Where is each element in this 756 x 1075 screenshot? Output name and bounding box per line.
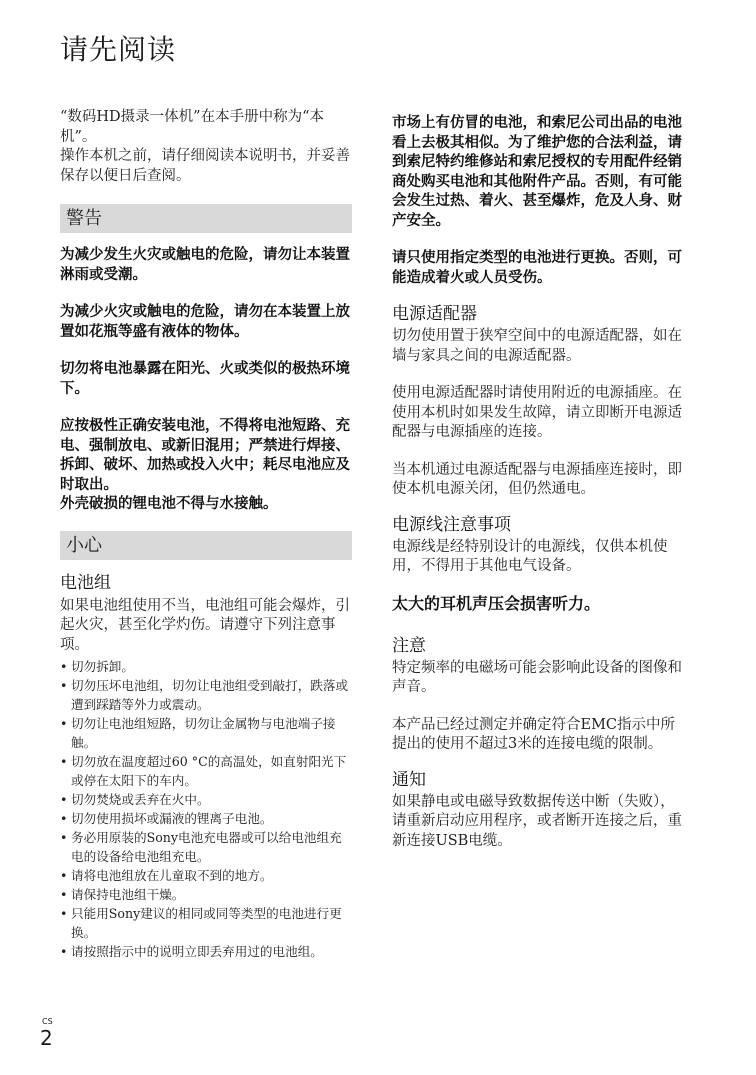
warning-paragraph: 为减少发生火灾或触电的危险，请勿让本装置淋雨或受潮。 (60, 247, 350, 283)
list-item: • 切勿拆卸。 (60, 657, 352, 676)
page-title: 请先阅读 (60, 33, 177, 66)
counterfeit-warning: 市场上有仿冒的电池，和索尼公司出品的电池看上去极其相似。为了维护您的合法利益，请到索尼特约维修站和索尼授权的专用配件经销商处购买电池和其他附件产品。否则，有可能会发生过热、着火、甚至爆炸，危及人身、财产安全。 (392, 115, 682, 229)
power-cord-text: 电源线是经特别设计的电源线，仅供本机使用，不得用于其他电气设备。 (392, 538, 668, 574)
warning-paragraph: 切勿将电池暴露在阳光、火或类似的极热环境下。 (60, 361, 350, 397)
right-column (392, 114, 682, 851)
list-item: • 切勿压坏电池组，切勿让电池组受到敲打，跌落或遭到踩踏等外力或震动。 (60, 676, 352, 714)
caution-heading: 小心 (60, 531, 352, 560)
warning-paragraph: 应按极性正确安装电池，不得将电池短路、充电、强制放电、或新旧混用；严禁进行焊接、拆卸、破坏、加热或投入火中；耗尽电池应及时取出。 (60, 418, 350, 493)
list-item: • 切勿放在温度超过60 °C的高温处，如直射阳光下或停在太阳下的车内。 (60, 752, 352, 790)
inform-text: 如果静电或电磁导致数据传送中断（失败），请重新启动应用程序，或者断开连接之后，重新连接USB电缆。 (392, 793, 682, 849)
battery-intro: 如果电池组使用不当，电池组可能会爆炸，引起火灾，甚至化学灼伤。请遵守下列注意事项。 (60, 597, 350, 653)
list-item: • 请按照指示中的说明立即丢弃用过的电池组。 (60, 942, 352, 961)
notice-heading: 注意 (392, 635, 426, 656)
list-item: • 请保持电池组干燥。 (60, 885, 352, 904)
page-number: 2 (40, 1026, 53, 1050)
language-code: CS (42, 1017, 53, 1026)
adaptor-heading: 电源适配器 (392, 304, 477, 324)
adaptor-paragraph: 使用电源适配器时请使用附近的电源插座。在使用本机时如果发生故障，请立即断开电源适配器与电源插座的连接。 (392, 385, 682, 440)
warning-paragraph: 为减少火灾或触电的危险，请勿在本装置上放置如花瓶等盛有液体的物体。 (60, 304, 350, 340)
replacement-warning: 请只使用指定类型的电池进行更换。否则，可能造成着火或人员受伤。 (392, 250, 682, 286)
battery-precautions-list (60, 657, 352, 961)
inform-heading: 通知 (392, 769, 426, 790)
list-item: • 请将电池组放在儿童取不到的地方。 (60, 866, 352, 885)
intro-paragraph-2: 操作本机之前，请仔细阅读本说明书，并妥善保存以便日后查阅。 (60, 148, 350, 184)
list-item: • 务必用原装的Sony电池充电器或可以给电池组充电的设备给电池组充电。 (60, 828, 352, 866)
headphone-warning: 太大的耳机声压会损害听力。 (392, 593, 601, 613)
notice-paragraph: 本产品已经过测定并确定符合EMC指示中所提出的使用不超过3米的连接电缆的限制。 (392, 716, 676, 752)
list-item: • 切勿焚烧或丢弃在火中。 (60, 790, 352, 809)
notice-paragraph: 特定频率的电磁场可能会影响此设备的图像和声音。 (392, 659, 682, 695)
warning-paragraph: 外壳破损的锂电池不得与水接触。 (60, 496, 278, 512)
list-item: • 切勿使用损坏或漏液的锂离子电池。 (60, 809, 352, 828)
list-item: • 切勿让电池组短路，切勿让金属物与电池端子接触。 (60, 714, 352, 752)
warning-heading: 警告 (60, 204, 352, 233)
battery-heading: 电池组 (60, 572, 111, 593)
intro-paragraph-1: “数码HD摄录一体机”在本手册中称为“本机”。 (60, 109, 325, 145)
adaptor-paragraph: 切勿使用置于狭窄空间中的电源适配器，如在墙与家具之间的电源适配器。 (392, 328, 682, 364)
power-cord-heading: 电源线注意事项 (392, 514, 511, 535)
left-column (60, 108, 352, 961)
adaptor-paragraph: 当本机通过电源适配器与电源插座连接时，即使本机电源关闭，但仍然通电。 (392, 461, 682, 497)
list-item: • 只能用Sony建议的相同或同等类型的电池进行更换。 (60, 904, 352, 942)
